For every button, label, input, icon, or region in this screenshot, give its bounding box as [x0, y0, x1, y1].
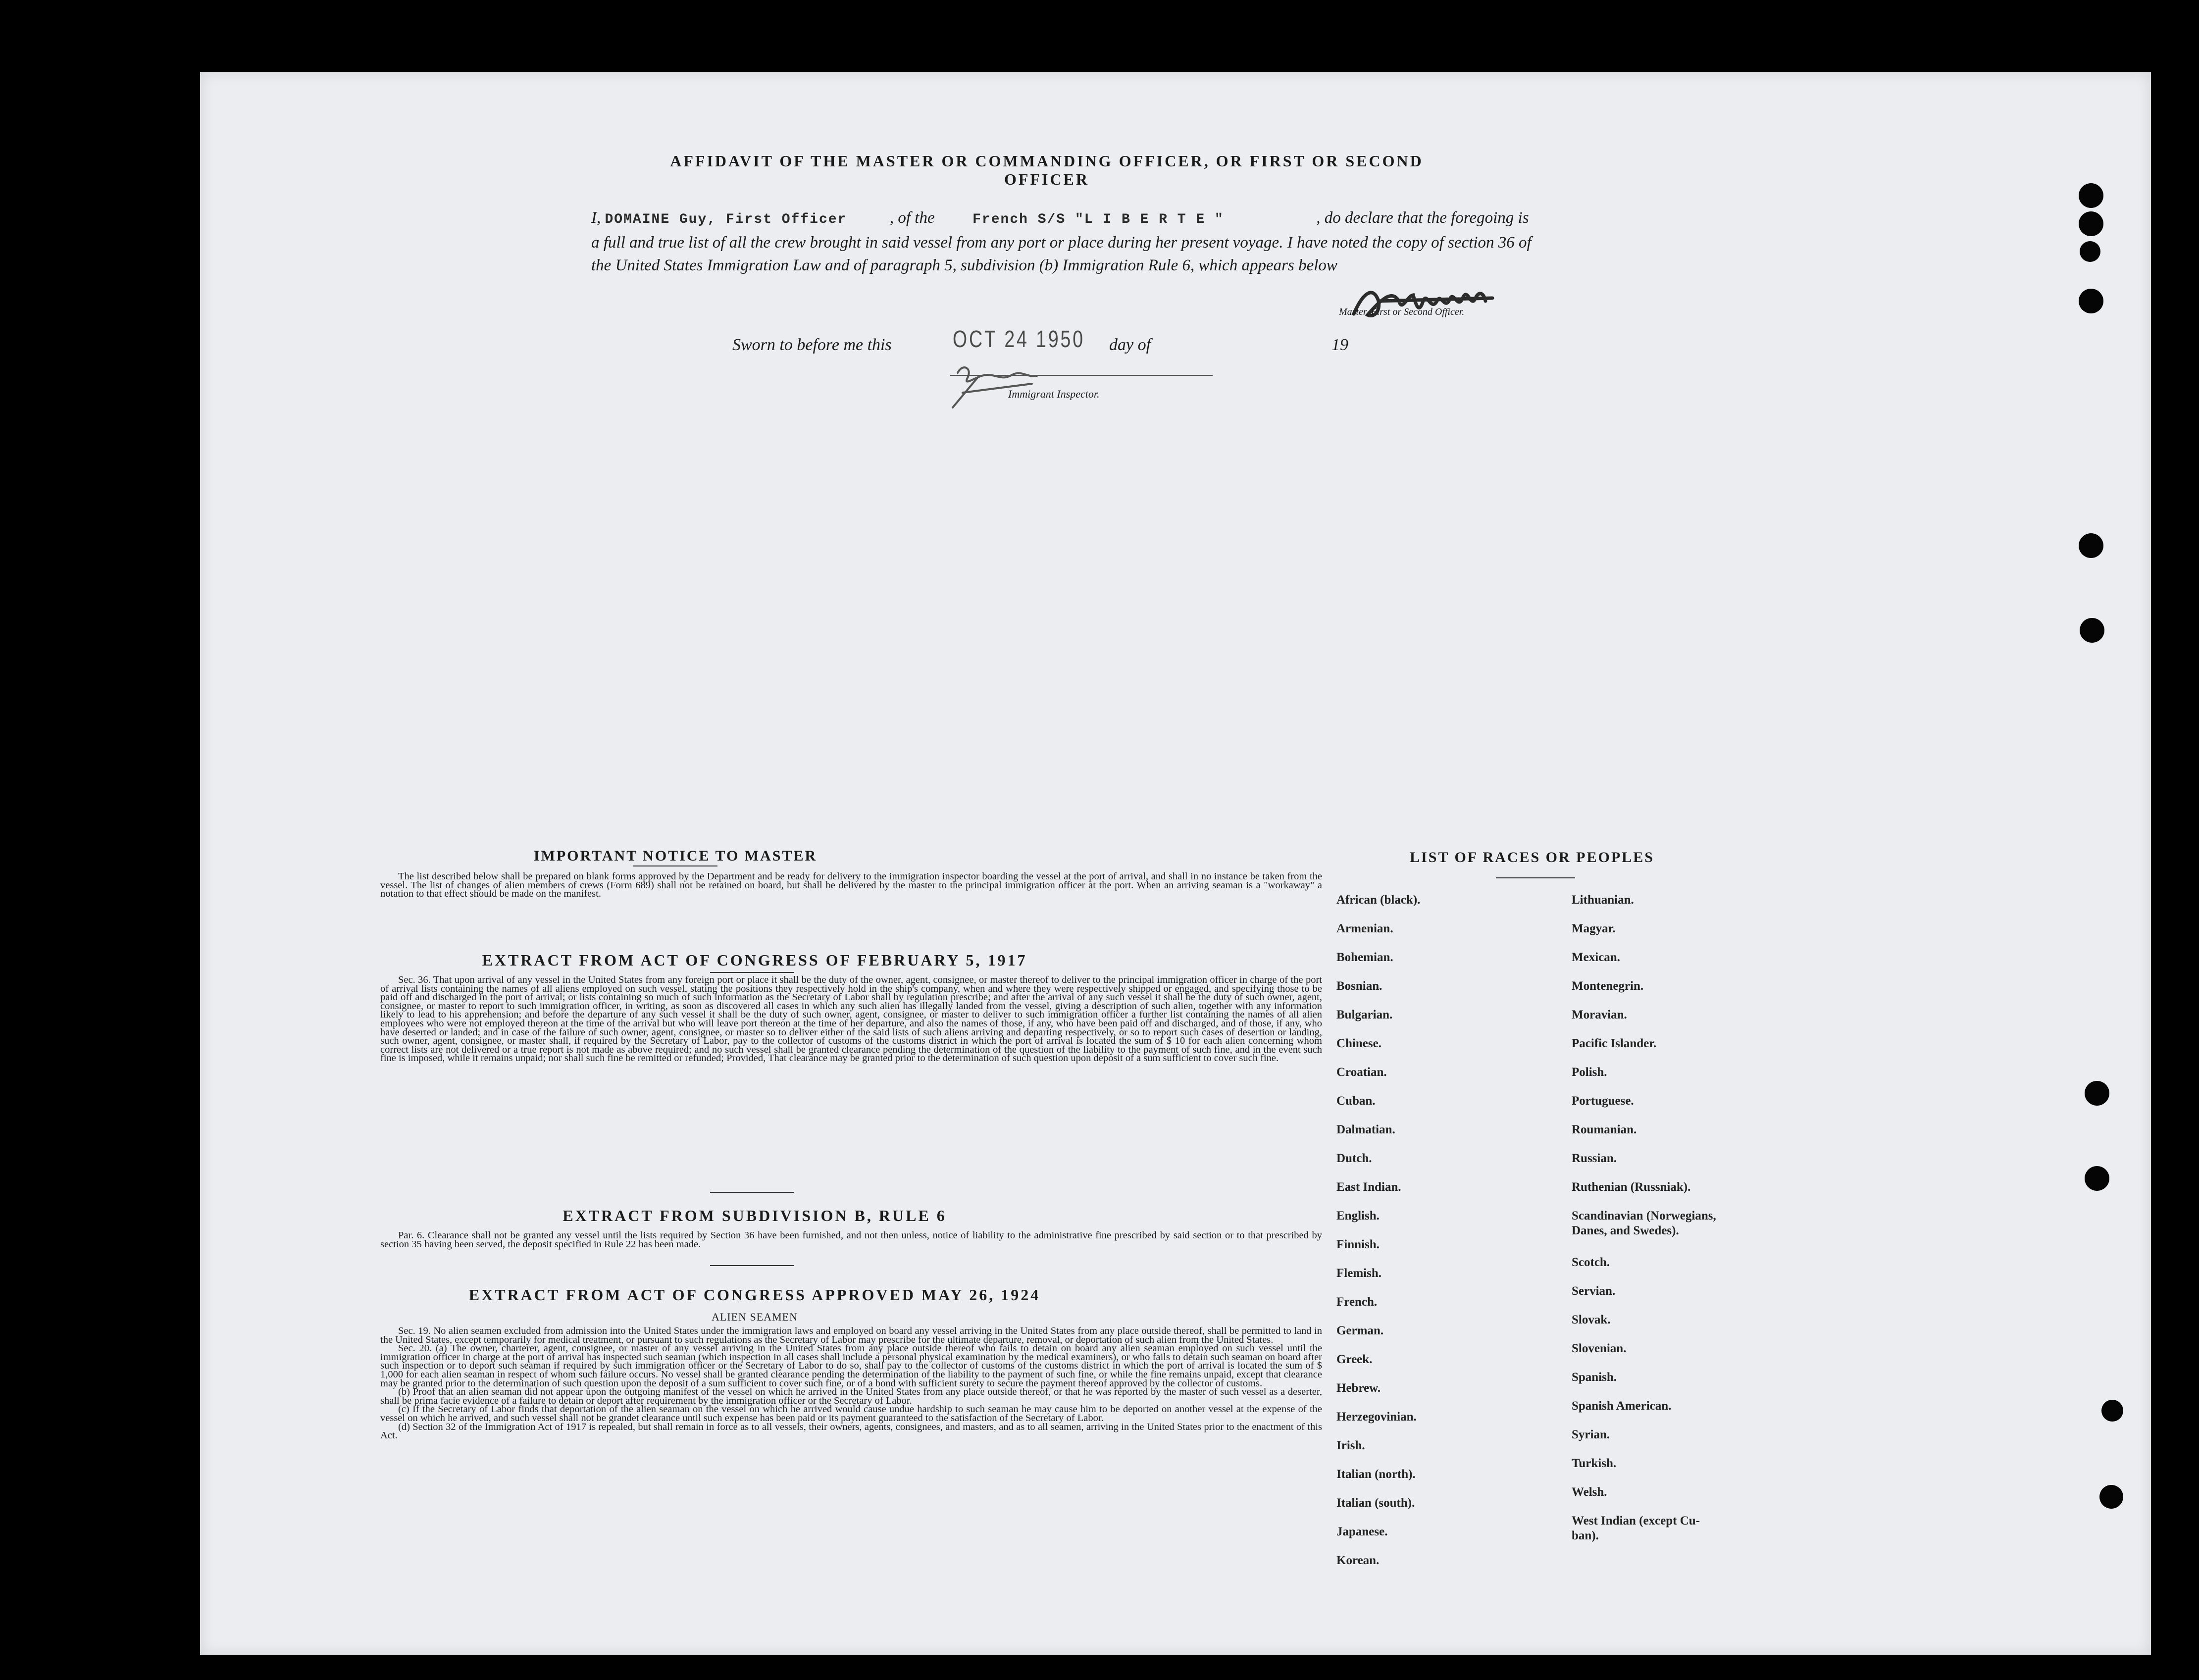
punch-hole: [2085, 1081, 2109, 1106]
extract-1924-paragraph: Sec. 19. No alien seamen excluded from admission into the United States under the immigration laws and employed on board any vessel arriving in the United States from any place outside thereof, shall be permitted to land in the United States, except temporarily for medical treatment, or pursuant to such regulations as the Secretary of Labor may prescribe for the ultimate departure, removal, or deportation of such alien from the United States.: [380, 1325, 1322, 1345]
race-item: Mexican.: [1572, 951, 1620, 964]
punch-hole: [2080, 618, 2104, 643]
race-item: Turkish.: [1572, 1457, 1617, 1470]
signature-caption: Master, First or Second Officer.: [1339, 306, 1465, 317]
notice-paragraph: The list described below shall be prepared on blank forms approved by the Department and be ready for delivery to the immigration inspector boarding the vessel at the port of arrival, and shall in no instance be taken from the vessel. The list of changes of alien members of crews (Form 689) shall not be retained on board, but shall be delivered by the master to the principal immigration officer at the port. When an arriving seaman is a "workaway" a notation to that effect should be made on the manifest.: [380, 871, 1322, 900]
sworn-text: Sworn to before me this: [732, 336, 892, 354]
race-item: African (black).: [1336, 893, 1421, 907]
affidavit-prefix: I,: [591, 209, 601, 227]
race-item: Bohemian.: [1336, 951, 1393, 964]
affidavit-body: that the foregoing is a full and true list of all the crew brought in said vessel from any port or place during her present voyage. I have noted the copy of section 36 of the United States Immigration Law and of paragraph 5, subdivision (b) Immigration Rule 6, which appears below: [591, 209, 1532, 274]
manifest-page: [200, 72, 2151, 1655]
notice-title: IMPORTANT NOTICE TO MASTER: [533, 848, 818, 864]
race-item: Cuban.: [1336, 1094, 1376, 1108]
race-item: Finnish.: [1336, 1238, 1380, 1251]
divider: [710, 1265, 794, 1266]
race-item: Lithuanian.: [1572, 893, 1634, 907]
race-item: Chinese.: [1336, 1037, 1381, 1050]
extract-1924-paragraph: (c) If the Secretary of Labor finds that deportation of the alien seaman on the vessel on which he arrived would cause undue hardship to such seaman he may cause him to be deported on another vessel at the expense of the vessel on which he arrived, and such vessel shall not be grandet clearance until such expense has been paid or its payment guaranteed to the satisfaction of the Secretary of Labor.: [380, 1404, 1322, 1424]
divider: [633, 865, 717, 866]
race-item: Bulgarian.: [1336, 1008, 1393, 1021]
year-prefix: 19: [1331, 336, 1348, 354]
race-item: Ruthenian (Russniak).: [1572, 1180, 1691, 1194]
race-item: Spanish American.: [1572, 1399, 1672, 1413]
race-item: Scotch.: [1572, 1256, 1610, 1269]
extract-1924-title: EXTRACT FROM ACT OF CONGRESS APPROVED MAY 26, 1924: [468, 1286, 1041, 1304]
race-item: Montenegrin.: [1572, 979, 1644, 993]
punch-hole: [2080, 241, 2100, 262]
subdivision-b-paragraph: Par. 6. Clearance shall not be granted any vessel until the lists required by Section 36 have been furnished, and not then unless, notice of liability to the administrative fine prescribed by said section or to that prescribed by section 35 having been served, the deposit specified in Rule 22 has been made.: [380, 1230, 1322, 1250]
divider: [710, 972, 794, 973]
subdivision-b-title: EXTRACT FROM SUBDIVISION B, RULE 6: [563, 1207, 947, 1224]
inspector-line: [950, 375, 1213, 376]
punch-hole: [2099, 1485, 2123, 1509]
day-of-text: day of: [1109, 336, 1151, 354]
inspector-caption: Immigrant Inspector.: [1008, 388, 1100, 400]
date-stamp: OCT 24 1950: [953, 326, 1085, 353]
race-item: Hebrew.: [1336, 1381, 1381, 1395]
race-item: Welsh.: [1572, 1485, 1607, 1499]
extract-1917-text: [380, 976, 1322, 1063]
race-item: Magyar.: [1572, 922, 1616, 935]
race-item: Slovak.: [1572, 1313, 1611, 1326]
race-item: Polish.: [1572, 1066, 1607, 1079]
punch-hole: [2079, 183, 2103, 208]
race-item: Russian.: [1572, 1152, 1617, 1165]
race-item: Herzegovinian.: [1336, 1410, 1417, 1424]
extract-1924-text: [380, 1327, 1322, 1440]
race-item: Slovenian.: [1572, 1342, 1627, 1355]
race-item: East Indian.: [1336, 1180, 1401, 1194]
extract-1924-paragraph: (d) Section 32 of the Immigration Act of 1917 is repealed, but shall remain in force as to all vessels, their owners, agents, consignees, and masters, and as to all seamen, arriving in the United States prior to the enactment of this Act.: [380, 1421, 1322, 1441]
race-item: Portuguese.: [1572, 1094, 1634, 1108]
race-item: Moravian.: [1572, 1008, 1627, 1021]
divider: [710, 1192, 794, 1193]
subdivision-b-text: [380, 1231, 1322, 1249]
punch-hole: [2079, 533, 2103, 558]
race-item: French.: [1336, 1295, 1378, 1309]
race-item: Armenian.: [1336, 922, 1393, 935]
race-item: Greek.: [1336, 1353, 1373, 1366]
race-item: Dalmatian.: [1336, 1123, 1395, 1136]
affidavit-title: AFFIDAVIT OF THE MASTER OR COMMANDING OFFICER, OR FIRST OR SECOND OFFICER: [670, 152, 1424, 188]
race-item: Japanese.: [1336, 1525, 1388, 1538]
race-item: Roumanian.: [1572, 1123, 1637, 1136]
divider: [1496, 877, 1575, 878]
extract-1924-paragraph: (b) Proof that an alien seaman did not appear upon the outgoing manifest of the vessel on which he arrived in the United States from any place outside thereof, or that he was reported by the master of such vessel as a deserter, shall be prima facie evidence of a failure to detain or deport after requirement by the immigration officer or the Secretary of Labor.: [380, 1386, 1322, 1406]
master-signature: [1344, 266, 1586, 336]
notice-text: [380, 872, 1322, 899]
race-item: German.: [1336, 1324, 1384, 1337]
race-item: Scandinavian (Norwegians, Danes, and Swedes).: [1572, 1209, 1716, 1237]
extract-1917-title: EXTRACT FROM ACT OF CONGRESS OF FEBRUARY 5, 1917: [482, 951, 1027, 969]
race-item: West Indian (except Cu- ban).: [1572, 1514, 1700, 1542]
race-item: Bosnian.: [1336, 979, 1382, 993]
extract-1924-paragraph: Sec. 20. (a) The owner, charterer, agent, consignee, or master of any vessel arriving in the United States from any place outside thereof who fails to detain on board any alien seaman employed on such vessel until the immigration officer in charge at the port of arrival has inspected such seaman (which inspection in all cases shall include a personal physical examination by the medical examiners), or who fails to detain such seaman on board after such inspection or to deport such seaman if required by such immigration officer or the Secretary of Labor to do so, shall pay to the collector of customs of the customs district in which the port of arrival is located the sum of $ 1,000 for each alien seaman in respect of whom such failure occurs. No vessel shall be granted clearance pending the determination of the liability to the payment of such fine, or while the fine remains unpaid, except that clearance may be granted prior to the determination of such question upon the deposit of a sum sufficient to cover such fine, or of a bond with sufficient surety to secure the payment thereof approved by the collector of customs.: [380, 1343, 1322, 1389]
race-item: Irish.: [1336, 1439, 1365, 1452]
race-item: Korean.: [1336, 1554, 1380, 1567]
race-item: Pacific Islander.: [1572, 1037, 1657, 1050]
punch-hole: [2079, 211, 2103, 236]
inspector-signature: [903, 358, 1180, 412]
vessel-name: French S/S "L I B E R T E ": [972, 212, 1224, 227]
punch-hole: [2101, 1400, 2123, 1422]
race-item: English.: [1336, 1209, 1380, 1222]
race-item: Croatian.: [1336, 1066, 1387, 1079]
race-item: Italian (north).: [1336, 1468, 1416, 1481]
affidavit-of-the: , of the: [889, 209, 935, 227]
race-item: Flemish.: [1336, 1267, 1381, 1280]
race-item: Spanish.: [1572, 1371, 1617, 1384]
punch-hole: [2085, 1166, 2109, 1191]
race-item: Syrian.: [1572, 1428, 1610, 1441]
alien-seamen-subtitle: ALIEN SEAMEN: [712, 1311, 798, 1323]
punch-hole: [2079, 289, 2103, 313]
officer-name: DOMAINE Guy, First Officer: [605, 212, 847, 227]
race-item: Servian.: [1572, 1284, 1616, 1298]
races-title: LIST OF RACES OR PEOPLES: [1410, 849, 1654, 865]
extract-1917-paragraph: Sec. 36. That upon arrival of any vessel in the United States from any foreign port or place it shall be the duty of the owner, agent, consignee, or master thereof to deliver to the principal immigration officer in charge of the port of arrival lists containing the names of all aliens employed on such vessel, stating the positions they respectively hold in the ship's company, when and where they were respectively shipped or engaged, and specifying those to be paid off and discharged in the port of arrival; or lists containing so much of such information as the Secretary of Labor shall by regulation prescribe; and after the arrival of any such vessel it shall be the duty of such owner, agent, consignee, or master to report to such immigration officer, in writing, as soon as discovered all cases in which any such alien has illegally landed from the vessel, giving a description of such alien, together with any information likely to lead to his apprehension; and before the departure of any such vessel it shall be the duty of such owner, agent, consignee, or master to deliver to such immigration officer a further list containing the names of all alien employees who were not employed thereon at the time of the arrival but who will leave port thereon at the time of her departure, and also the names of those, if any, who have been paid off and discharged, and of those, if any, who have deserted or landed; and in case of the failure of such owner, agent, consignee, or master so to deliver either of the said lists of such aliens arriving and departing respectively, or so to report such cases of desertion or landing, such owner, agent, consignee, or master shall, if required by the Secretary of Labor, pay to the collector of customs of the customs district in which the port of arrival is located the sum of $ 10 for each alien concerning whom correct lists are not delivered or a true report is not made as above required; and no such vessel shall be granted clearance pending the determination of the question of the liability to the payment of such fine, and in the event such fine is imposed, while it remains unpaid; nor shall such fine be remitted or refunded; Provided, That clearance may be granted prior to the determination of such question upon deposit of a sum sufficient to cover such fine.: [380, 974, 1322, 1064]
affidavit-do-declare: , do declare: [1316, 209, 1393, 227]
race-item: Dutch.: [1336, 1152, 1372, 1165]
race-item: Italian (south).: [1336, 1496, 1415, 1510]
